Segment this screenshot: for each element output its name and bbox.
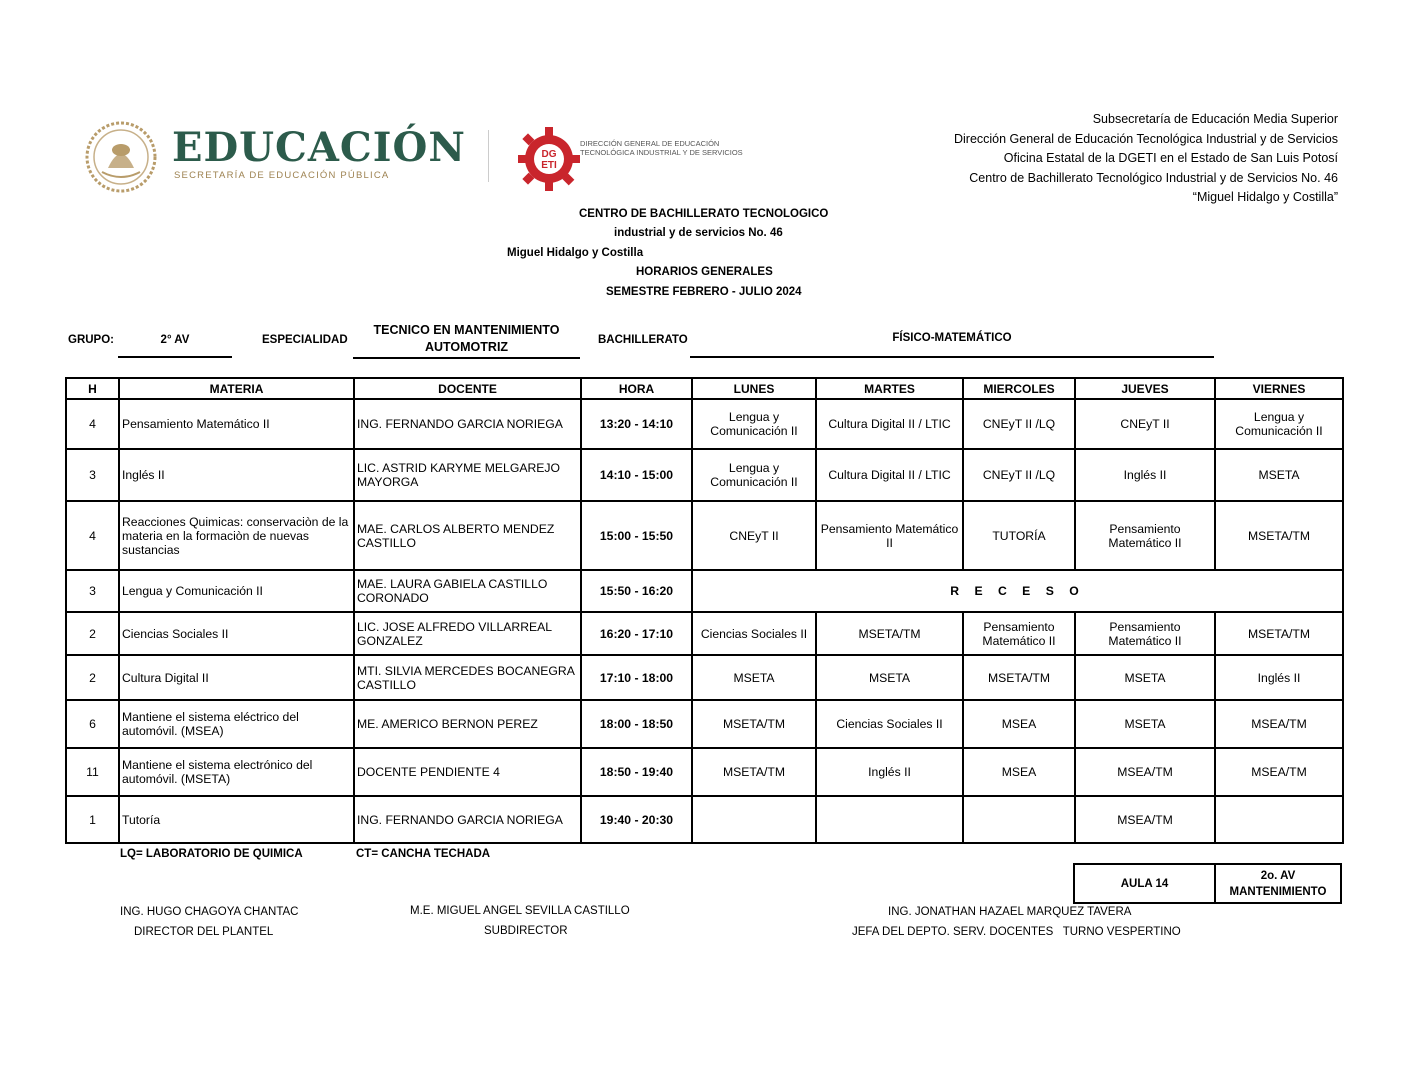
header-line: “Miguel Hidalgo y Costilla”: [1192, 190, 1338, 204]
school-subtitle: industrial y de servicios No. 46: [614, 227, 783, 239]
cell-lunes: [692, 796, 816, 843]
school-name: Miguel Hidalgo y Costilla: [507, 247, 644, 259]
dgeti-gear-icon: [518, 125, 580, 191]
cell-martes: Ciencias Sociales II: [816, 700, 963, 748]
header-line: Dirección General de Educación Tecnológica Industrial y de Servicios: [953, 131, 1338, 146]
cell-martes: Cultura Digital II / LTIC: [816, 449, 963, 501]
cell-miercoles: [963, 796, 1075, 843]
svg-text:DG: DG: [541, 149, 557, 160]
cell-miercoles: MSEA: [963, 700, 1075, 748]
col-header: H: [66, 378, 119, 399]
cell-h: 6: [66, 700, 119, 748]
cell-materia: Inglés II: [119, 449, 354, 501]
cell-docente: MAE. LAURA GABIELA CASTILLO CORONADO: [354, 570, 581, 612]
cell-miercoles: CNEyT II /LQ: [963, 449, 1075, 501]
cell-h: 2: [66, 612, 119, 655]
logo-divider: [488, 130, 489, 182]
cell-jueves: MSEA/TM: [1075, 796, 1215, 843]
table-row: [66, 501, 1343, 570]
table-row: [66, 796, 1343, 843]
cell-lunes: MSETA/TM: [692, 700, 816, 748]
legend-ct: CT= CANCHA TECHADA: [356, 848, 491, 860]
cell-lunes: MSETA: [692, 655, 816, 700]
aula-label: AULA 14: [1074, 864, 1215, 903]
grupo-value: 2° AV: [118, 334, 232, 358]
cell-docente: MTI. SILVIA MERCEDES BOCANEGRA CASTILLO: [354, 655, 581, 700]
cell-materia: Pensamiento Matemático II: [119, 399, 354, 449]
cell-miercoles: TUTORÍA: [963, 501, 1075, 570]
cell-viernes: MSETA/TM: [1215, 612, 1343, 655]
header-line: Subsecretaría de Educación Media Superior: [1092, 112, 1338, 126]
cell-hora: 13:20 - 14:10: [581, 399, 692, 449]
cell-viernes: Inglés II: [1215, 655, 1343, 700]
table-row: [66, 748, 1343, 796]
cell-h: 3: [66, 449, 119, 501]
mexico-seal-icon: [80, 120, 162, 194]
cell-jueves: MSETA: [1075, 655, 1215, 700]
cell-hora: 15:50 - 16:20: [581, 570, 692, 612]
bachillerato-label: BACHILLERATO: [598, 334, 688, 346]
table-row: [66, 399, 1343, 449]
cell-miercoles: MSETA/TM: [963, 655, 1075, 700]
bachillerato-value: FÍSICO-MATEMÁTICO: [690, 332, 1214, 358]
cell-materia: Mantiene el sistema eléctrico del automóvil. (MSEA): [119, 700, 354, 748]
col-header: VIERNES: [1215, 378, 1343, 399]
cell-docente: ME. AMERICO BERNON PEREZ: [354, 700, 581, 748]
sep-logo: [80, 120, 466, 194]
header-line: Oficina Estatal de la DGETI en el Estado de San Luis Potosí: [1003, 151, 1338, 165]
cell-h: 11: [66, 748, 119, 796]
institution-header: [954, 110, 1338, 208]
cell-materia: Cultura Digital II: [119, 655, 354, 700]
cell-materia: Mantiene el sistema electrónico del automóvil. (MSETA): [119, 748, 354, 796]
dgeti-logo: [518, 125, 743, 196]
cell-viernes: MSETA/TM: [1215, 501, 1343, 570]
col-header: DOCENTE: [354, 378, 581, 399]
cell-docente: LIC. ASTRID KARYME MELGAREJO MAYORGA: [354, 449, 581, 501]
subdirector-name: M.E. MIGUEL ANGEL SEVILLA CASTILLO: [410, 905, 630, 917]
cell-viernes: MSETA: [1215, 449, 1343, 501]
cell-hora: 19:40 - 20:30: [581, 796, 692, 843]
cell-h: 4: [66, 399, 119, 449]
cell-materia: Lengua y Comunicación II: [119, 570, 354, 612]
cell-martes: [816, 796, 963, 843]
cell-viernes: MSEA/TM: [1215, 700, 1343, 748]
especialidad-label: ESPECIALIDAD: [262, 334, 348, 346]
grupo-label: GRUPO:: [68, 334, 114, 346]
cell-docente: ING. FERNANDO GARCIA NORIEGA: [354, 399, 581, 449]
header-line: Centro de Bachillerato Tecnológico Industrial y de Servicios No. 46: [969, 170, 1338, 185]
table-row: [66, 570, 1343, 612]
education-wordmark: EDUCACIÓN: [172, 124, 466, 171]
jefe-title: JEFA DEL DEPTO. SERV. DOCENTES TURNO VESPERTINO: [852, 926, 1181, 938]
col-header: MARTES: [816, 378, 963, 399]
schedule-table: [65, 377, 1344, 844]
aula-box: [1073, 863, 1342, 904]
cell-hora: 14:10 - 15:00: [581, 449, 692, 501]
jefe-name: ING. JONATHAN HAZAEL MARQUEZ TAVERA: [888, 906, 1132, 918]
table-row: [66, 612, 1343, 655]
table-row: [66, 700, 1343, 748]
cell-hora: 18:00 - 18:50: [581, 700, 692, 748]
legend-lq: LQ= LABORATORIO DE QUIMICA: [120, 848, 303, 860]
subdirector-title: SUBDIRECTOR: [484, 925, 568, 937]
cell-jueves: CNEyT II: [1075, 399, 1215, 449]
col-header: JUEVES: [1075, 378, 1215, 399]
table-header-row: [66, 378, 1343, 399]
schedule-title: HORARIOS GENERALES: [636, 266, 773, 278]
director-name: ING. HUGO CHAGOYA CHANTAC: [120, 906, 299, 918]
cell-h: 3: [66, 570, 119, 612]
cell-martes: Pensamiento Matemático II: [816, 501, 963, 570]
cell-h: 1: [66, 796, 119, 843]
cell-miercoles: CNEyT II /LQ: [963, 399, 1075, 449]
cell-jueves: MSEA/TM: [1075, 748, 1215, 796]
cell-hora: 18:50 - 19:40: [581, 748, 692, 796]
aula-group: 2o. AV MANTENIMIENTO: [1215, 864, 1341, 903]
semester-title: SEMESTRE FEBRERO - JULIO 2024: [606, 286, 802, 298]
cell-lunes: MSETA/TM: [692, 748, 816, 796]
col-header: HORA: [581, 378, 692, 399]
cell-martes: MSETA/TM: [816, 612, 963, 655]
especialidad-value: TECNICO EN MANTENIMIENTO AUTOMOTRIZ: [353, 322, 580, 359]
cell-hora: 16:20 - 17:10: [581, 612, 692, 655]
cell-docente: ING. FERNANDO GARCIA NORIEGA: [354, 796, 581, 843]
cell-hora: 15:00 - 15:50: [581, 501, 692, 570]
cell-lunes: CNEyT II: [692, 501, 816, 570]
cell-martes: Inglés II: [816, 748, 963, 796]
table-row: [66, 449, 1343, 501]
cell-h: 4: [66, 501, 119, 570]
cell-docente: DOCENTE PENDIENTE 4: [354, 748, 581, 796]
director-title: DIRECTOR DEL PLANTEL: [134, 926, 274, 938]
cell-hora: 17:10 - 18:00: [581, 655, 692, 700]
cell-lunes: Lengua y Comunicación II: [692, 449, 816, 501]
cell-jueves: Pensamiento Matemático II: [1075, 612, 1215, 655]
recess-cell: R E C E S O: [692, 570, 1343, 612]
cell-miercoles: Pensamiento Matemático II: [963, 612, 1075, 655]
cell-martes: Cultura Digital II / LTIC: [816, 399, 963, 449]
cell-viernes: [1215, 796, 1343, 843]
col-header: MIERCOLES: [963, 378, 1075, 399]
sep-subtitle: SECRETARÍA DE EDUCACIÓN PÚBLICA: [174, 170, 390, 181]
dgeti-text: DIRECCIÓN GENERAL DE EDUCACIÓN TECNOLÓGICA INDUSTRIAL Y DE SERVICIOS: [580, 139, 743, 157]
cell-viernes: MSEA/TM: [1215, 748, 1343, 796]
cell-jueves: MSETA: [1075, 700, 1215, 748]
cell-h: 2: [66, 655, 119, 700]
cell-materia: Tutoría: [119, 796, 354, 843]
cell-viernes: Lengua y Comunicación II: [1215, 399, 1343, 449]
cell-materia: Reacciones Quimicas: conservaciòn de la materia en la formaciòn de nuevas sustancias: [119, 501, 354, 570]
table-row: [66, 655, 1343, 700]
school-title: CENTRO DE BACHILLERATO TECNOLOGICO: [579, 208, 829, 220]
cell-lunes: Ciencias Sociales II: [692, 612, 816, 655]
cell-docente: LIC. JOSE ALFREDO VILLARREAL GONZALEZ: [354, 612, 581, 655]
col-header: LUNES: [692, 378, 816, 399]
cell-docente: MAE. CARLOS ALBERTO MENDEZ CASTILLO: [354, 501, 581, 570]
cell-jueves: Inglés II: [1075, 449, 1215, 501]
cell-materia: Ciencias Sociales II: [119, 612, 354, 655]
cell-lunes: Lengua y Comunicación II: [692, 399, 816, 449]
cell-martes: MSETA: [816, 655, 963, 700]
cell-jueves: Pensamiento Matemático II: [1075, 501, 1215, 570]
cell-miercoles: MSEA: [963, 748, 1075, 796]
svg-text:ETI: ETI: [541, 160, 557, 171]
col-header: MATERIA: [119, 378, 354, 399]
